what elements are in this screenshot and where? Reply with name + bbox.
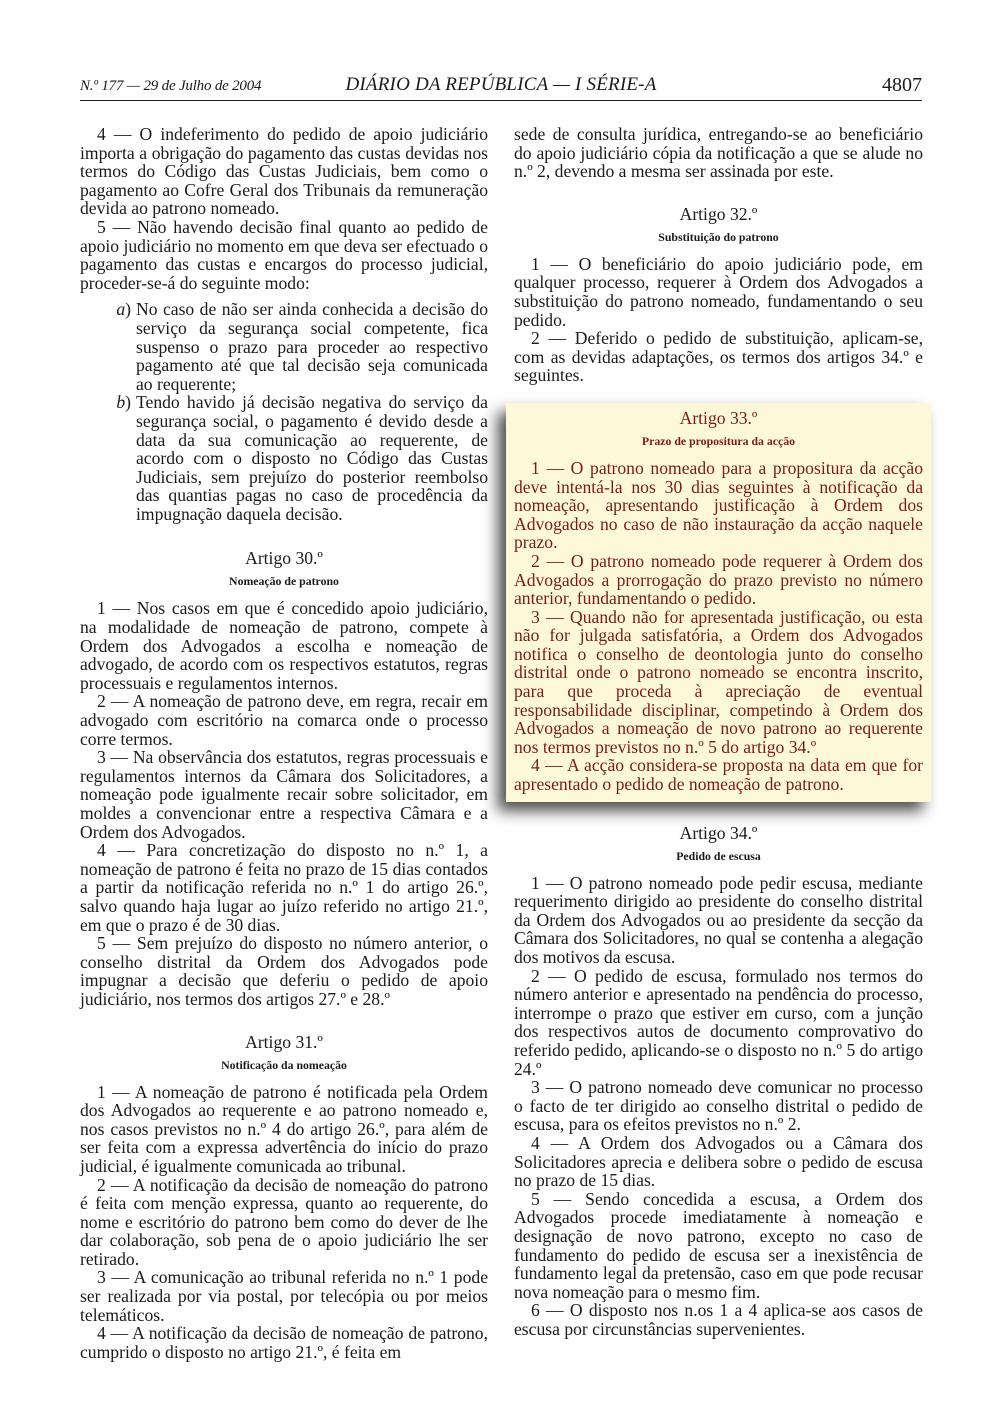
page-number: 4807 — [882, 74, 922, 96]
paragraph: 4 — O indeferimento do pedido de apoio judiciário importa a obrigação do pagamento das custas devidas nos termos do Código das Custas Judiciais, bem como o pagamento ao Cofre Geral dos Tribunais da remuneração devida ao patrono nomeado. — [80, 124, 488, 219]
list-item-text: No caso de não ser ainda conhecida a decisão do serviço da segurança social competente, fica suspenso o prazo para proceder ao respectivo pagamento até que tal decisão seja comunicada ao requerente; — [136, 299, 488, 394]
list-item-label: b — [116, 392, 126, 413]
right-column — [514, 125, 923, 1338]
paragraph: 2 — A notificação da decisão de nomeação do patrono é feita com menção expressa, quanto ao requerente, do nome e escritório do patrono bem como do dever de lhe dar colaboração, sob pena de o apoio judiciário lhe ser retirado. — [80, 1174, 488, 1269]
paragraph: 1 — O patrono nomeado para a propositura da acção deve intentá-la nos 30 dias seguintes à notificação da nomeação, apresentando justificação à Ordem dos Advogados no caso de não instauração da acção naquele prazo. — [514, 457, 923, 553]
paragraph: 1 — O patrono nomeado pode pedir escusa, mediante requerimento dirigido ao presidente do conselho distrital da Ordem dos Advogados ou ao presidente da secção da Câmara dos Solicitadores, no qual se contenha a alegação dos motivos da escusa. — [514, 872, 923, 967]
paragraph: 3 — Quando não for apresentada justificação, ou esta não for julgada satisfatória, a Ordem dos Advogados notifica o conselho de deontologia junto do conselho distrital onde o patrono nomeado se encontra inscrito, para que proceda à apreciação de eventual responsabilidade disciplinar, competindo à Ordem dos Advogados a nomeação de novo patrono ao requerente nos termos previstos no n.º 5 do artigo 34.º — [514, 606, 923, 757]
list-item: b) Tendo havido já decisão negativa do serviço da segurança social, o pagamento é devido desde a data da sua comunicação ao requerente, de acordo com o disposto no Código das Custas Judiciais, sem prejuízo do posterior reembolso das quantias pagas no caso de procedência da impugnação daquela decisão. — [116, 392, 488, 524]
article-subtitle: Substituição do patrono — [658, 229, 779, 244]
issue-date: N.º 177 — 29 de Julho de 2004 — [80, 78, 262, 94]
highlighted-article — [506, 403, 931, 802]
article-title: Artigo 31.º — [245, 1031, 323, 1052]
paragraph: 3 — Na observância dos estatutos, regras processuais e regulamentos internos da Câmara dos Solicitadores, a nomeação pode igualmente recair sobre solicitador, em moldes a convencionar entre a respectiva Câmara e a Ordem dos Advogados. — [80, 747, 488, 842]
article-title: Artigo 30.º — [245, 548, 323, 569]
list — [80, 300, 488, 523]
paragraph: 5 — Sendo concedida a escusa, a Ordem dos Advogados procede imediatamente à nomeação e designação de novo patrono, excepto no caso de fundamento do pedido de escusa ser a inexistência de fundamento legal da pretensão, caso em que pode recusar nova nomeação para o mesmo fim. — [514, 1188, 923, 1302]
paragraph: 1 — A nomeação de patrono é notificada pela Ordem dos Advogados ao requerente e ao patrono nomeado e, nos casos previstos no n.º 4 do artigo 26.º, para além de ser feita com a expressa advertência do início do prazo judicial, é igualmente comunicada ao tribunal. — [80, 1081, 488, 1176]
paragraph: 4 — Para concretização do disposto no n.º 1, a nomeação de patrono é feita no prazo de 15 dias contados a partir da notificação referida no n.º 1 do artigo 26.º, salvo quando haja lugar ao juízo referido no artigo 21.º, em que o prazo é de 30 dias. — [80, 840, 488, 935]
paragraph: 3 — O patrono nomeado deve comunicar no processo o facto de ter dirigido ao conselho distrital o pedido de escusa, para os efeitos previstos no n.º 2. — [514, 1077, 923, 1135]
paragraph: 1 — Nos casos em que é concedido apoio judiciário, na modalidade de nomeação de patrono, compete à Ordem dos Advogados a escolha e nomeação de advogado, de acordo com os respectivos estatutos, regras processuais e regulamentos internos. — [80, 598, 488, 693]
paragraph: 6 — O disposto nos n.os 1 a 4 aplica-se aos casos de escusa por circunstâncias supervenientes. — [514, 1300, 923, 1339]
paragraph: 2 — A nomeação de patrono deve, em regra, recair em advogado com escritório na comarca onde o processo corre termos. — [80, 691, 488, 749]
paragraph: 4 — A acção considera-se proposta na data em que for apresentado o pedido de nomeação de patrono. — [514, 755, 923, 795]
left-column — [80, 125, 488, 1361]
paragraph: 3 — A comunicação ao tribunal referida no n.º 1 pode ser realizada por via postal, por telecópia ou por meios telemáticos. — [80, 1267, 488, 1325]
list-item-text: Tendo havido já decisão negativa do serviço da segurança social, o pagamento é devido desde a data da sua comunicação ao requerente, de acordo com o disposto no Código das Custas Judiciais, sem prejuízo do posterior reembolso das quantias pagas no caso de procedência da impugnação daquela decisão. — [136, 392, 488, 524]
article-title: Artigo 34.º — [679, 822, 758, 843]
paragraph: 2 — O pedido de escusa, formulado nos termos do número anterior e apresentado na pendência do processo, interrompe o prazo que estiver em curso, com a junção dos respectivos autos de documento comprovativo do referido pedido, aplicando-se o disposto no n.º 5 do artigo 24.º — [514, 965, 923, 1079]
paragraph: 2 — O patrono nomeado pode requerer à Ordem dos Advogados a prorrogação do prazo previsto no número anterior, fundamentando o pedido. — [514, 550, 923, 609]
list-item-label: a — [116, 299, 126, 320]
paragraph: 5 — Sem prejuízo do disposto no número anterior, o conselho distrital da Ordem dos Advogados pode impugnar a decisão que deferiu o pedido de apoio judiciário, nos termos dos artigos 27.º e 28.º — [80, 933, 488, 1009]
paragraph: 1 — O beneficiário do apoio judiciário pode, em qualquer processo, requerer à Ordem dos Advogados a substituição do patrono nomeado, fundamentando o seu pedido. — [514, 253, 923, 330]
page-header — [80, 74, 922, 101]
article-subtitle: Notificação da nomeação — [221, 1057, 347, 1072]
article-title: Artigo 32.º — [679, 203, 758, 224]
journal-title: DIÁRIO DA REPÚBLICA — I SÉRIE-A — [345, 74, 657, 95]
paragraph: 4 — A notificação da decisão de nomeação de patrono, cumprido o disposto no artigo 21.º, é feita em — [80, 1323, 488, 1362]
paragraph: sede de consulta jurídica, entregando-se ao beneficiário do apoio judiciário cópia da notificação a que se alude no n.º 2, devendo a mesma ser assinada por este. — [514, 124, 923, 182]
article-title: Artigo 33.º — [679, 407, 758, 428]
article-subtitle: Pedido de escusa — [676, 848, 761, 863]
list-item: a) No caso de não ser ainda conhecida a decisão do serviço da segurança social competente, fica suspenso o prazo para proceder ao respectivo pagamento até que tal decisão seja comunicada ao requerente; — [116, 299, 488, 394]
paragraph: 4 — A Ordem dos Advogados ou a Câmara dos Solicitadores aprecia e delibera sobre o pedido de escusa no prazo de 15 dias. — [514, 1132, 923, 1191]
article-subtitle: Nomeação de patrono — [229, 574, 339, 589]
article-subtitle: Prazo de propositura da acção — [641, 433, 796, 448]
paragraph: 2 — Deferido o pedido de substituição, aplicam-se, com as devidas adaptações, os termos dos artigos 34.º e seguintes. — [514, 328, 923, 386]
paragraph: 5 — Não havendo decisão final quanto ao pedido de apoio judiciário no momento em que deva ser efectuado o pagamento das custas e encargos do processo judicial, proceder-se-á do seguinte modo: — [80, 216, 488, 293]
